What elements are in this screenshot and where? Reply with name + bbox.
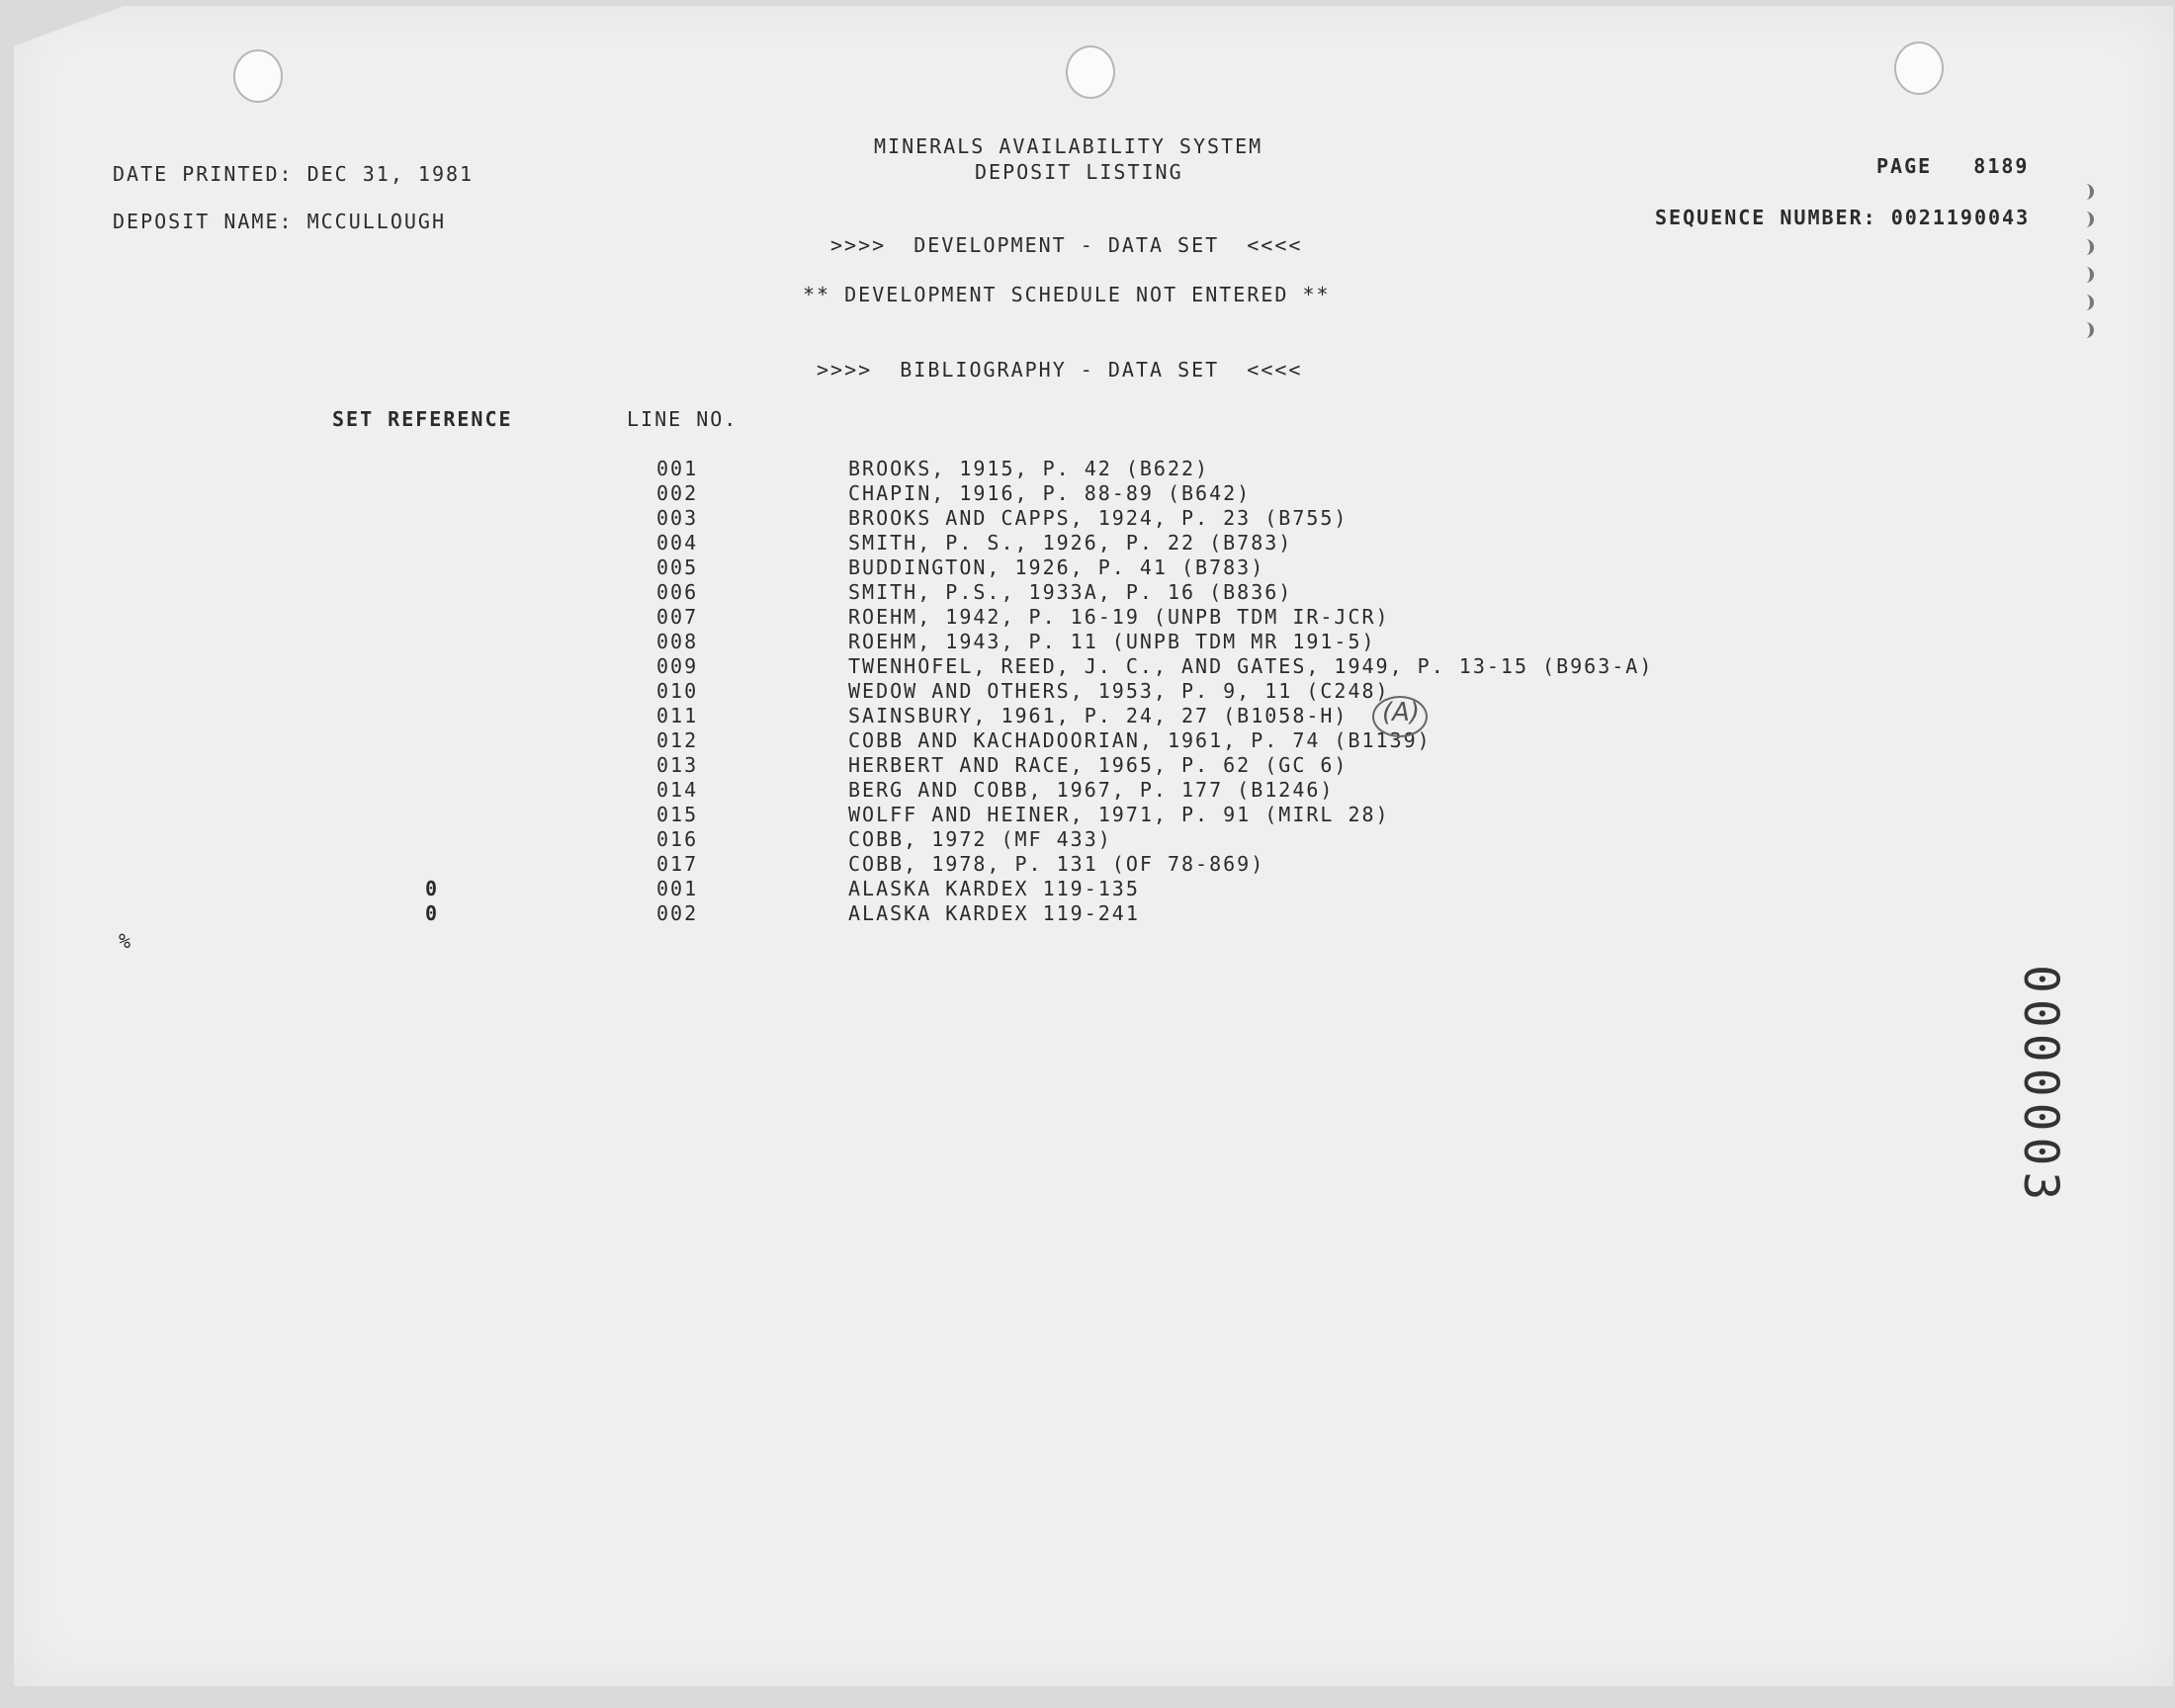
citation-cell: WOLFF AND HEINER, 1971, P. 91 (MIRL 28) — [848, 803, 1390, 826]
bibliography-row — [0, 531, 2175, 555]
bibliography-row — [0, 457, 2175, 481]
line-number-cell: 014 — [656, 778, 699, 802]
binding-mark — [2064, 322, 2094, 338]
development-note: ** DEVELOPMENT SCHEDULE NOT ENTERED ** — [803, 283, 1331, 306]
citation-cell: TWENHOFEL, REED, J. C., AND GATES, 1949, P. 13-15 (B963-A) — [848, 654, 1654, 678]
line-number-cell: 015 — [656, 803, 699, 826]
line-number-cell: 010 — [656, 679, 699, 703]
punch-hole-center — [1066, 45, 1115, 99]
line-no-header: LINE NO. — [627, 407, 739, 431]
citation-cell: BUDDINGTON, 1926, P. 41 (B783) — [848, 555, 1265, 579]
citation-cell: SMITH, P.S., 1933A, P. 16 (B836) — [848, 580, 1293, 604]
line-number-cell: 008 — [656, 630, 699, 653]
citation-cell: HERBERT AND RACE, 1965, P. 62 (GC 6) — [848, 753, 1348, 777]
bibliography-banner: >>>> BIBLIOGRAPHY - DATA SET <<<< — [817, 358, 1303, 382]
bibliography-row — [0, 555, 2175, 580]
bibliography-row — [0, 852, 2175, 877]
line-number-cell: 007 — [656, 605, 699, 629]
line-number-cell: 016 — [656, 827, 699, 851]
system-title: MINERALS AVAILABILITY SYSTEM — [874, 134, 1263, 158]
line-number-cell: 001 — [656, 457, 699, 480]
torn-corner — [14, 0, 162, 59]
line-number-cell: 012 — [656, 728, 699, 752]
citation-cell: BERG AND COBB, 1967, P. 177 (B1246) — [848, 778, 1335, 802]
punch-hole-right — [1894, 42, 1944, 95]
percent-mark: % — [119, 929, 133, 953]
bibliography-row — [0, 630, 2175, 654]
binding-mark — [2064, 239, 2094, 255]
line-number-cell: 011 — [656, 704, 699, 727]
bibliography-row — [0, 877, 2175, 901]
page-number: PAGE 8189 — [1876, 154, 2030, 178]
citation-cell: COBB AND KACHADOORIAN, 1961, P. 74 (B1139) — [848, 728, 1432, 752]
line-number-cell: 013 — [656, 753, 699, 777]
line-number-cell: 009 — [656, 654, 699, 678]
line-number-cell: 002 — [656, 901, 699, 925]
sequence-number: SEQUENCE NUMBER: 0021190043 — [1655, 206, 2031, 229]
citation-cell: ALASKA KARDEX 119-135 — [848, 877, 1140, 900]
bibliography-row — [0, 803, 2175, 827]
deposit-name: DEPOSIT NAME: MCCULLOUGH — [113, 210, 446, 233]
citation-cell: ALASKA KARDEX 119-241 — [848, 901, 1140, 925]
line-number-cell: 006 — [656, 580, 699, 604]
bibliography-row — [0, 679, 2175, 704]
punch-hole-left — [233, 49, 283, 103]
listing-title: DEPOSIT LISTING — [975, 160, 1183, 184]
citation-cell: WEDOW AND OTHERS, 1953, P. 9, 11 (C248) — [848, 679, 1390, 703]
citation-cell: BROOKS AND CAPPS, 1924, P. 23 (B755) — [848, 506, 1348, 530]
bibliography-row — [0, 605, 2175, 630]
citation-cell: ROEHM, 1942, P. 16-19 (UNPB TDM IR-JCR) — [848, 605, 1390, 629]
bibliography-row — [0, 728, 2175, 753]
bibliography-row — [0, 901, 2175, 926]
citation-cell: COBB, 1972 (MF 433) — [848, 827, 1112, 851]
bibliography-row — [0, 580, 2175, 605]
bibliography-row — [0, 704, 2175, 728]
bibliography-row — [0, 506, 2175, 531]
binding-mark — [2064, 184, 2094, 200]
bibliography-row — [0, 654, 2175, 679]
bibliography-row — [0, 753, 2175, 778]
binding-mark — [2064, 295, 2094, 310]
line-number-cell: 002 — [656, 481, 699, 505]
bibliography-row — [0, 481, 2175, 506]
citation-cell: COBB, 1978, P. 131 (OF 78-869) — [848, 852, 1265, 876]
bibliography-row — [0, 827, 2175, 852]
binding-mark — [2064, 212, 2094, 227]
side-stamp-number: 0000003 — [2013, 965, 2068, 1207]
set-reference-cell: 0 — [425, 901, 440, 925]
line-number-cell: 005 — [656, 555, 699, 579]
bibliography-row — [0, 778, 2175, 803]
date-printed: DATE PRINTED: DEC 31, 1981 — [113, 162, 475, 186]
citation-cell: SAINSBURY, 1961, P. 24, 27 (B1058-H) — [848, 704, 1348, 727]
citation-cell: BROOKS, 1915, P. 42 (B622) — [848, 457, 1210, 480]
line-number-cell: 004 — [656, 531, 699, 555]
citation-cell: SMITH, P. S., 1926, P. 22 (B783) — [848, 531, 1293, 555]
set-reference-header: SET REFERENCE — [332, 407, 513, 431]
set-reference-cell: 0 — [425, 877, 440, 900]
citation-cell: CHAPIN, 1916, P. 88-89 (B642) — [848, 481, 1252, 505]
binding-mark — [2064, 267, 2094, 283]
line-number-cell: 017 — [656, 852, 699, 876]
line-number-cell: 003 — [656, 506, 699, 530]
edge-binding-marks — [2064, 184, 2094, 350]
development-banner: >>>> DEVELOPMENT - DATA SET <<<< — [830, 233, 1303, 257]
citation-cell: ROEHM, 1943, P. 11 (UNPB TDM MR 191-5) — [848, 630, 1376, 653]
handwritten-mark: (A) — [1382, 698, 1421, 727]
line-number-cell: 001 — [656, 877, 699, 900]
